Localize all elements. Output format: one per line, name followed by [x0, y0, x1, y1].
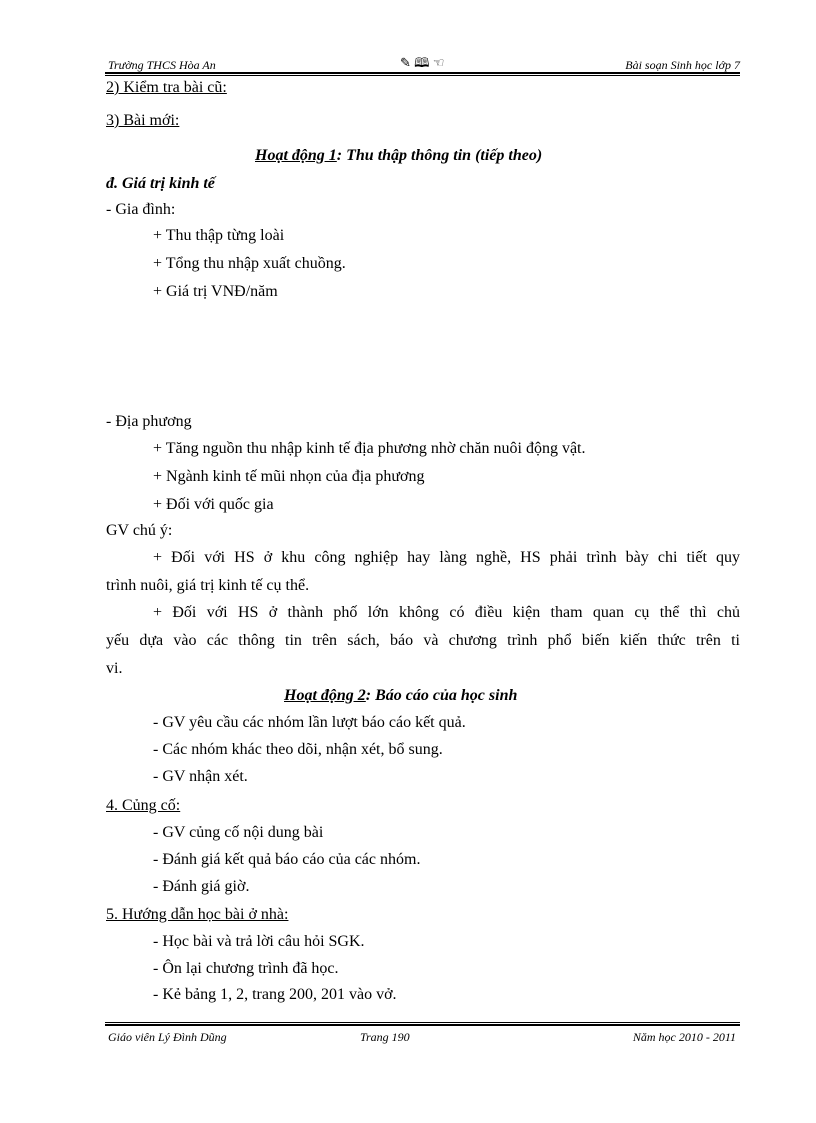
activity-2-label: Hoạt động 2	[284, 687, 366, 704]
locality-item-1: + Tăng nguồn thu nhập kinh tế địa phương nhờ chăn nuôi động vật.	[153, 440, 586, 457]
header-rule-thin	[105, 75, 740, 76]
activity-2-title: : Báo cáo của học sinh	[365, 687, 518, 704]
activity-1-heading	[255, 146, 542, 166]
activity-1-label: Hoạt động 1	[255, 147, 337, 164]
locality-label: - Địa phương	[106, 413, 192, 430]
activity-2-item-3: - GV nhận xét.	[153, 768, 248, 785]
locality-item-3: + Đối với quốc gia	[153, 496, 274, 513]
section-5-item-1: - Học bài và trả lời câu hỏi SGK.	[153, 933, 365, 950]
family-item-1: + Thu thập từng loài	[153, 227, 285, 244]
section-4-item-3: - Đánh giá giờ.	[153, 878, 250, 895]
economic-value-heading: đ. Giá trị kinh tế	[106, 175, 215, 192]
activity-2-heading	[284, 686, 517, 706]
footer-school-year: Năm học 2010 - 2011	[632, 1030, 736, 1044]
header-school: Trường THCS Hòa An	[108, 58, 216, 72]
header-ornament-icon: ✎ 🕮 ☜	[400, 55, 445, 70]
note-2-line-2: yếu dựa vào các thông tin trên sách, báo và chương trình phổ biến kiến thức trên ti	[106, 632, 740, 649]
footer-rule-thin	[105, 1022, 740, 1023]
locality-item-2: + Ngành kinh tế mũi nhọn của địa phương	[153, 468, 425, 485]
section-4-heading: 4. Củng cố:	[106, 797, 181, 814]
teacher-note-label: GV chú ý:	[106, 522, 173, 539]
family-item-2: + Tổng thu nhập xuất chuồng.	[153, 255, 346, 272]
note-2-line-3: vi.	[106, 660, 123, 677]
activity-2-item-1: - GV yêu cầu các nhóm lần lượt báo cáo kết quả.	[153, 714, 466, 731]
section-4-item-1: - GV củng cố nội dung bài	[153, 824, 324, 841]
header-rule	[105, 72, 740, 74]
note-1-line-2: trình nuôi, giá trị kinh tế cụ thể.	[106, 577, 310, 594]
note-1-line-1: + Đối với HS ở khu công nghiệp hay làng nghề, HS phải trình bày chi tiết quy	[153, 549, 740, 566]
section-5-item-2: - Ôn lại chương trình đã học.	[153, 960, 339, 977]
section-5-heading: 5. Hướng dẫn học bài ở nhà:	[106, 906, 289, 923]
section-2-heading: 2) Kiểm tra bài cũ:	[106, 79, 227, 96]
activity-1-title: : Thu thập thông tin (tiếp theo)	[336, 147, 543, 164]
note-2-line-1: + Đối với HS ở thành phố lớn không có điều kiện tham quan cụ thể thì chủ	[153, 604, 740, 621]
header-subject: Bài soạn Sinh học lớp 7	[625, 58, 740, 72]
footer-teacher: Giáo viên Lý Đình Dũng	[108, 1030, 227, 1044]
section-4-item-2: - Đánh giá kết quả báo cáo của các nhóm.	[153, 851, 421, 868]
footer-page-number: Trang 190	[360, 1030, 410, 1044]
family-item-3: + Giá trị VNĐ/năm	[153, 283, 278, 300]
activity-2-item-2: - Các nhóm khác theo dõi, nhận xét, bổ sung.	[153, 741, 443, 758]
family-label: - Gia đình:	[106, 201, 176, 218]
footer-rule	[105, 1024, 740, 1026]
section-5-item-3: - Kẻ bảng 1, 2, trang 200, 201 vào vở.	[153, 986, 397, 1003]
section-3-heading: 3) Bài mới:	[106, 112, 180, 129]
